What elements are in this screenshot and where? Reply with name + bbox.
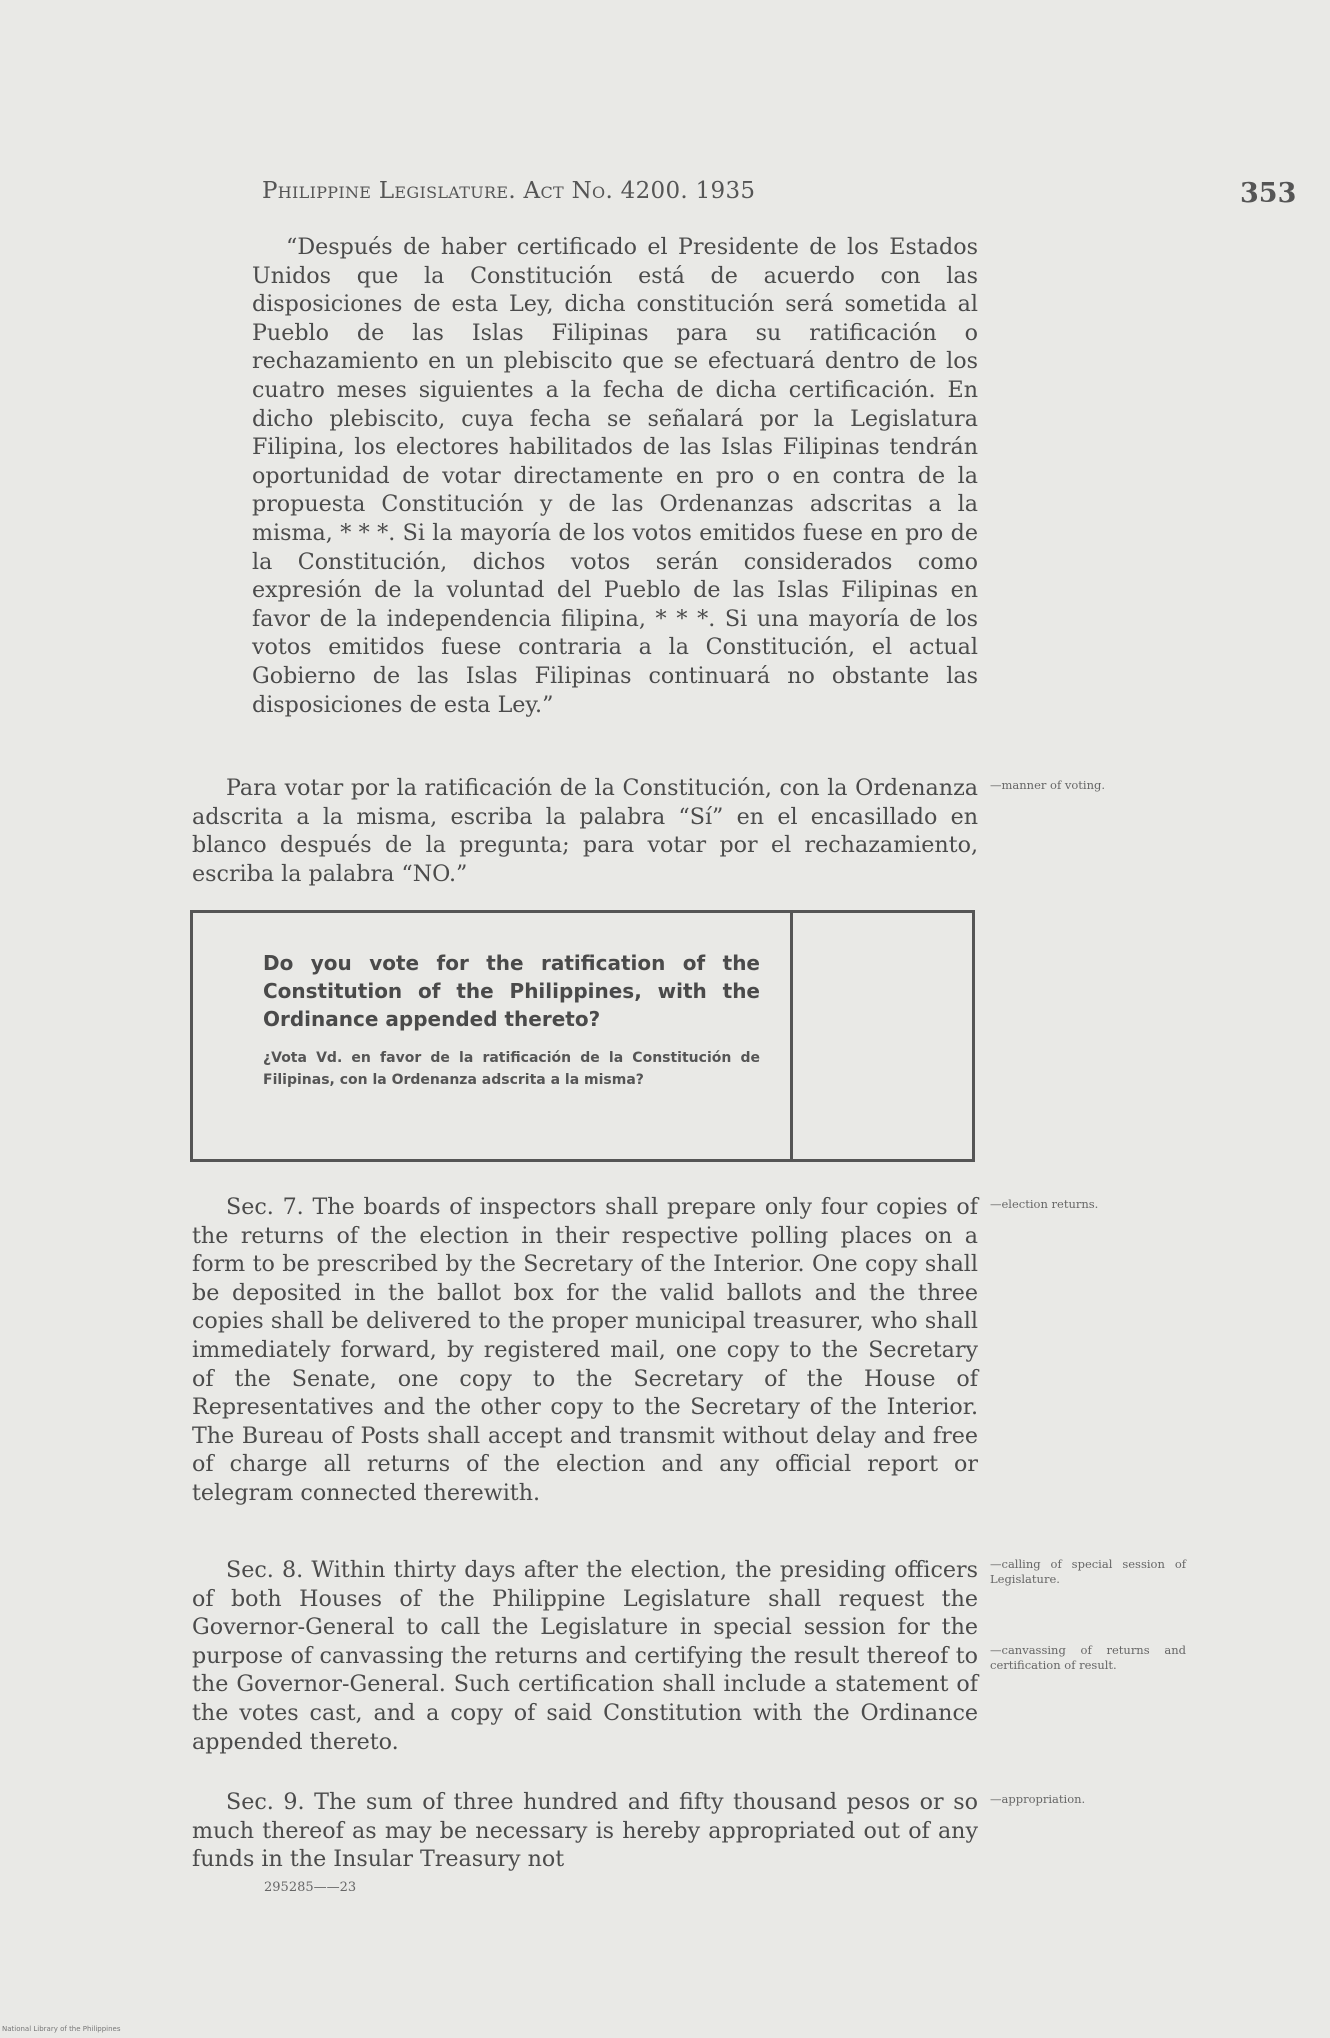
page-number: 353 xyxy=(1240,178,1297,209)
voting-instruction-block xyxy=(192,774,978,888)
section-8-text: Sec. 8. Within thirty days after the election, the presiding officers of both Houses of the Philippine Legislature shall request the Governor-General to call the Legislature in special session for the purpose of canvassing the returns and certifying the result thereof to the Governor-General. Such certification shall include a statement of the votes cast, and a copy of said Constitution with the Ordinance appended thereto. xyxy=(192,1557,978,1755)
ballot-question-spanish: ¿Vota Vd. en favor de la ratificación de la Constitución de Filipinas, con la Ordenanza adscrita a la misma? xyxy=(263,1050,760,1088)
margin-note-special-session: —calling of special session of Legislature. xyxy=(990,1557,1186,1586)
section-9-text: Sec. 9. The sum of three hundred and fifty thousand pesos or so much thereof as may be necessary is hereby appropriated out of any funds in the Insular Treasury not xyxy=(192,1789,978,1873)
section-8 xyxy=(192,1556,978,1756)
running-title: Philippine Legislature. Act No. 4200. 1935 xyxy=(262,178,756,204)
voting-instruction: Para votar por la ratificación de la Constitución, con la Ordenanza adscrita a la misma, escriba la palabra “Sí” en el encasillado en blanco después de la pregunta; para votar por el rechazamiento, escriba la palabra “NO.” xyxy=(192,775,978,887)
section-7-text: Sec. 7. The boards of inspectors shall prepare only four copies of the returns of the election in their respective polling places on a form to be prescribed by the Secretary of the Interior. One copy shall be deposited in the ballot box for the valid ballots and the three copies shall be delivered to the proper municipal treasurer, who shall immediately forward, by registered mail, one copy to the Secretary of the Senate, one copy to the Secretary of the House of Representatives and the other copy to the Secretary of the Interior. The Bureau of Posts shall accept and transmit without delay and free of charge all returns of the election and any official report or telegram connected therewith. xyxy=(192,1194,978,1506)
ballot-question-english: Do you vote for the ratification of the Constitution of the Philippines, with the Ordinance appended thereto? xyxy=(263,951,760,1031)
section-7 xyxy=(192,1193,978,1508)
ballot-answer-space xyxy=(793,913,972,1159)
margin-note-election-returns: —election returns. xyxy=(990,1197,1099,1211)
quoted-paragraph xyxy=(252,233,978,719)
margin-note-appropriation: —appropriation. xyxy=(990,1792,1086,1806)
scan-credit: National Library of the Philippines xyxy=(2,2025,121,2033)
print-code: 295285——23 xyxy=(264,1880,357,1895)
section-9 xyxy=(192,1788,978,1874)
margin-note-manner-of-voting: —manner of voting. xyxy=(990,778,1106,792)
margin-note-canvassing: —canvassing of returns and certification of result. xyxy=(990,1643,1186,1672)
ballot-box xyxy=(190,910,975,1162)
quote-text: “Después de haber certificado el Presidente de los Estados Unidos que la Constitución está de acuerdo con las disposiciones de esta Ley, dicha constitución será sometida al Pueblo de las Islas Filipinas para su ratificación o rechazamiento en un plebiscito que se efectuará dentro de los cuatro meses siguientes a la fecha de dicha certificación. En dicho plebiscito, cuya fecha se señalará por la Legislatura Filipina, los electores habilitados de las Islas Filipinas tendrán oportunidad de votar directamente en pro o en contra de la propuesta Constitución y de las Ordenanzas adscritas a la misma, * * *. Si la mayoría de los votos emitidos fuese en pro de la Constitución, dichos votos serán considerados como expresión de la voluntad del Pueblo de las Islas Filipinas en favor de la independencia filipina, * * *. Si una mayoría de los votos emitidos fuese contraria a la Constitución, el actual Gobierno de las Islas Filipinas continuará no obstante las disposiciones de esta Ley.” xyxy=(252,234,978,718)
ballot-question xyxy=(193,913,793,1159)
